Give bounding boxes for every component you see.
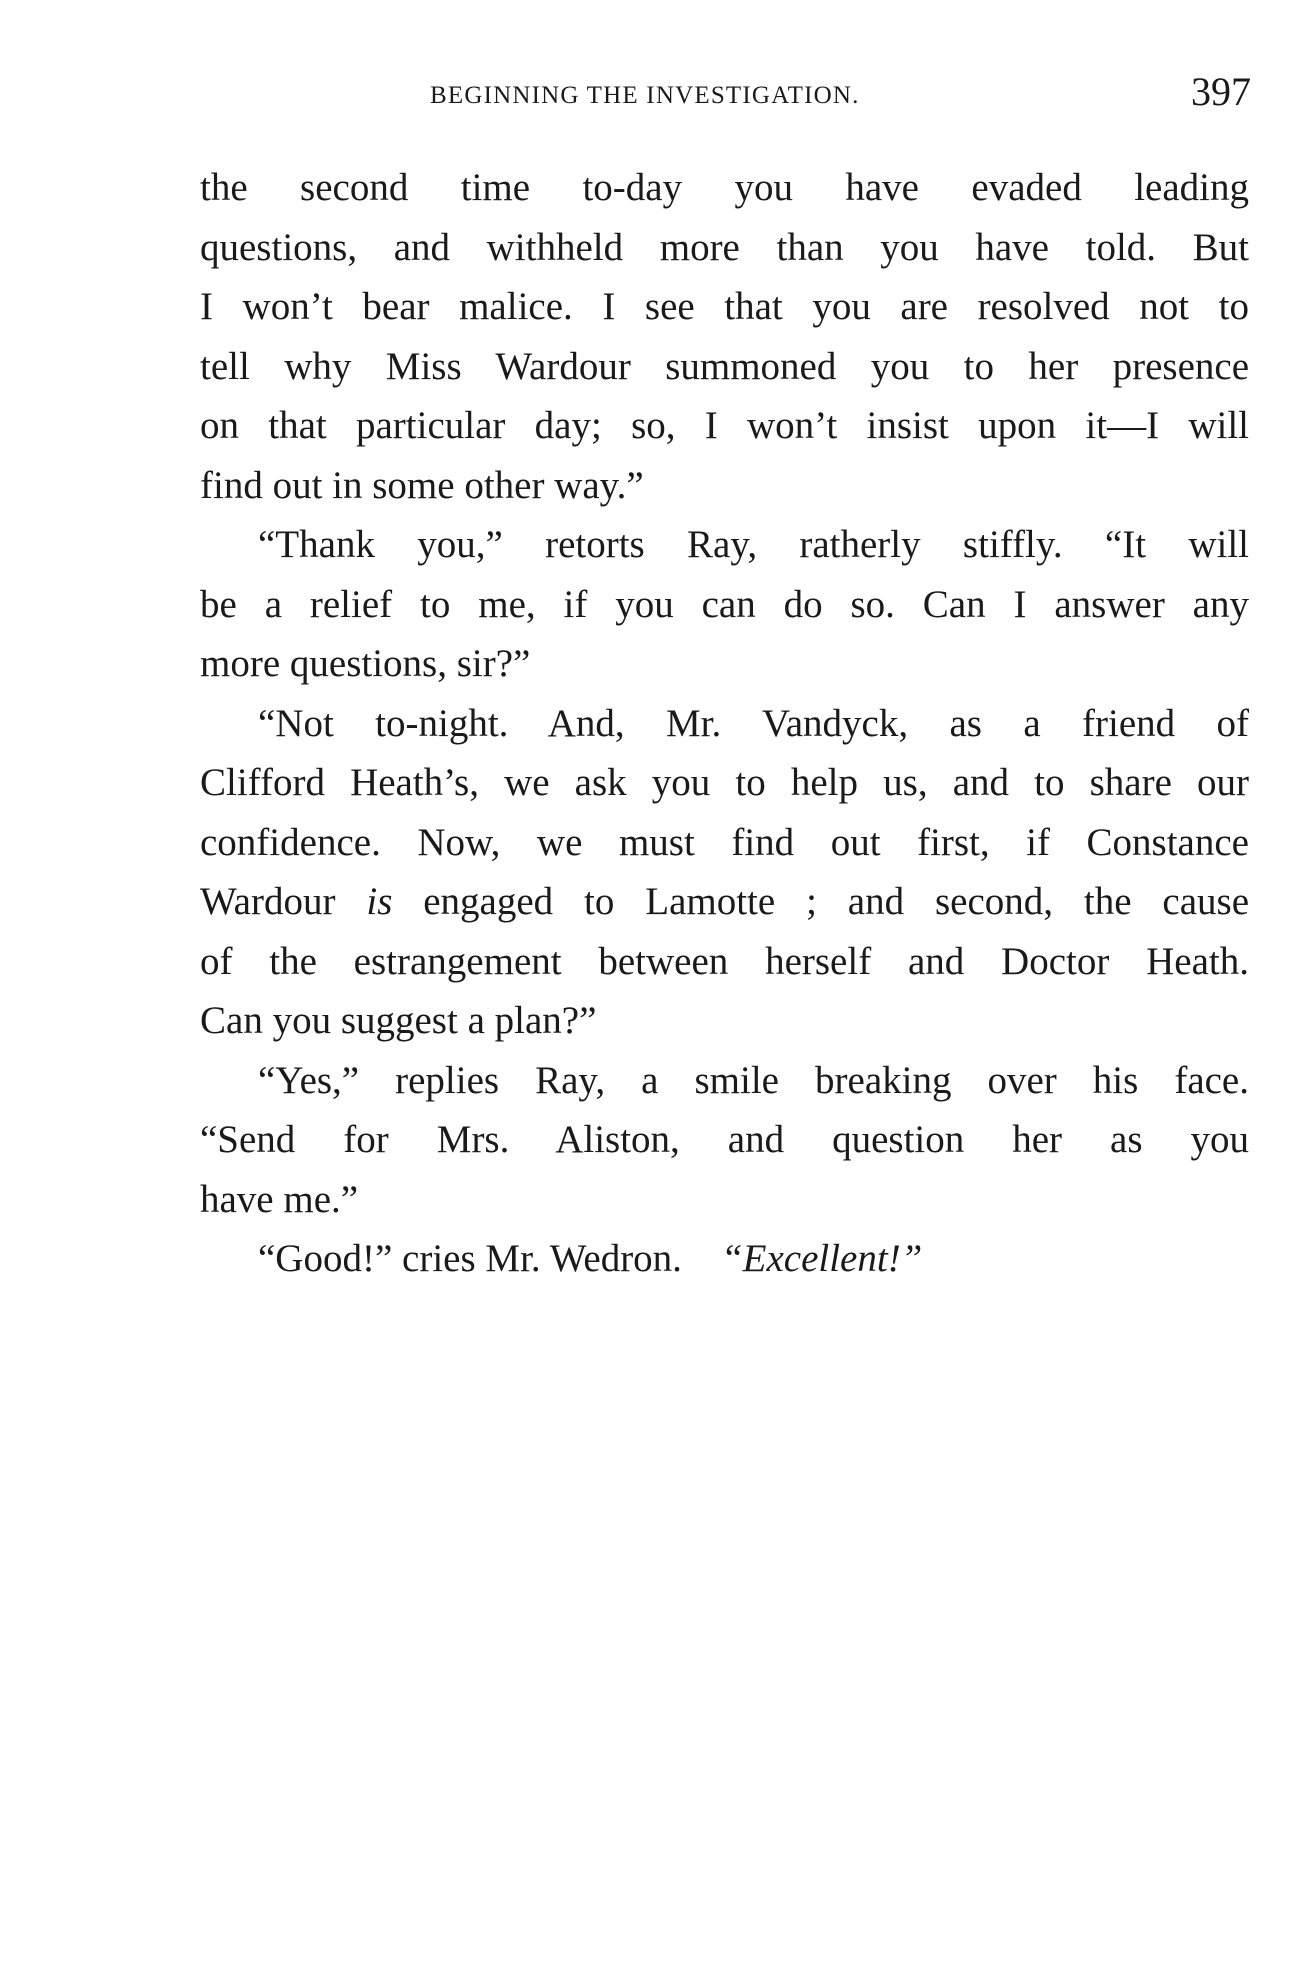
text-fragment: “Good!” cries Mr. Wedron. (258, 1237, 682, 1280)
text-line: have me.” (200, 1177, 359, 1221)
text-line: I won’t bear malice. I see that you are resolved not to (200, 285, 1249, 328)
text-line: Clifford Heath’s, we ask you to help us, and to share our (200, 761, 1249, 804)
text-line: “Thank you,” retorts Ray, ratherly stiffly. “It will (258, 523, 1249, 566)
page-number: 397 (1191, 69, 1251, 114)
text-line: “Yes,” replies Ray, a smile breaking over his face. (258, 1058, 1249, 1102)
paragraph-2 (200, 515, 1249, 694)
text-line: be a relief to me, if you can do so. Can I answer any (200, 582, 1249, 626)
paragraph-5 (200, 1229, 1249, 1289)
text-line: of the estrangement between herself and Doctor Heath. (200, 939, 1249, 983)
emphasis-excellent: “Excellent!” (720, 1237, 923, 1280)
text-line: “Send for Mrs. Aliston, and question her as you (200, 1118, 1249, 1161)
emphasis-is: is (366, 880, 393, 923)
text-line: the second time to-day you have evaded leading (200, 166, 1249, 209)
paragraph-4 (200, 1051, 1249, 1230)
body-text (200, 158, 1249, 1289)
text-line: Can you suggest a plan?” (200, 999, 597, 1042)
running-title: BEGINNING THE INVESTIGATION. (430, 82, 860, 109)
text-fragment: Wardour (200, 880, 336, 923)
text-line: confidence. Now, we must find out first, if Constance (200, 820, 1249, 864)
text-line: “Not to-night. And, Mr. Vandyck, as a friend of (258, 701, 1249, 745)
text-line-with-emphasis (200, 1229, 1249, 1289)
text-line: tell why Miss Wardour summoned you to her presence (200, 344, 1249, 388)
paragraph-1 (200, 158, 1249, 515)
text-line: on that particular day; so, I won’t insist upon it—I will (200, 404, 1249, 447)
running-head (200, 68, 1251, 118)
text-line: questions, and withheld more than you have told. But (200, 225, 1249, 269)
text-line: find out in some other way.” (200, 463, 644, 507)
text-fragment: engaged to Lamotte ; and second, the cause (423, 880, 1249, 923)
text-line: more questions, sir?” (200, 642, 531, 685)
paragraph-3 (200, 694, 1249, 1051)
text-line-with-emphasis (200, 872, 1249, 932)
